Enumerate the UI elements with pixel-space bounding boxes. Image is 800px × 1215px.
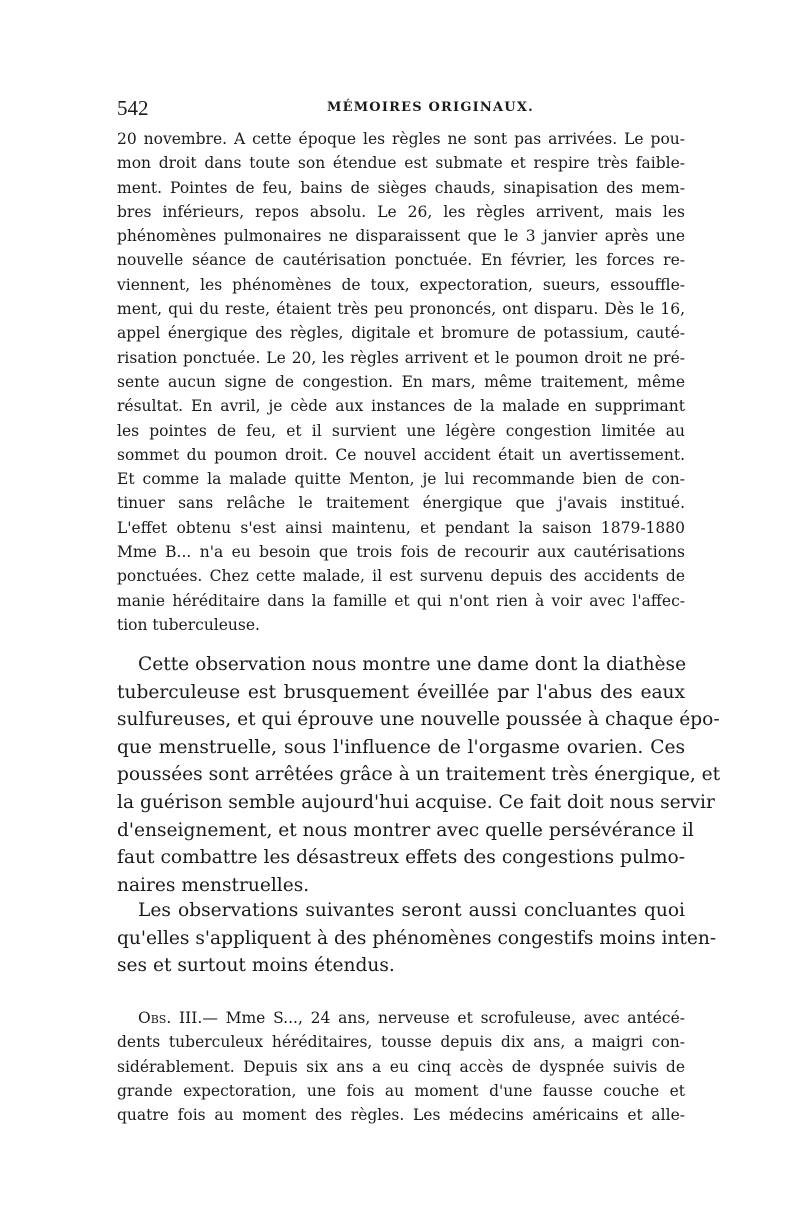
text-line: sente aucun signe de congestion. En mars, même traitement, même bbox=[117, 372, 685, 391]
text-line: résultat. En avril, je cède aux instances de la malade en supprimant bbox=[117, 397, 685, 416]
text-line: phénomènes pulmonaires ne disparaissent que le 3 janvier après une bbox=[117, 227, 685, 246]
text-line: ponctuées. Chez cette malade, il est survenu depuis des accidents de bbox=[117, 567, 685, 586]
text-line: nouvelle séance de cautérisation ponctuée. En février, les forces re- bbox=[117, 251, 685, 270]
text-line: les pointes de feu, et il survient une légère congestion limitée au bbox=[117, 421, 685, 440]
running-title: MÉMOIRES ORIGINAUX. bbox=[327, 100, 534, 115]
text-line: quatre fois au moment des règles. Les médecins américains et alle- bbox=[117, 1106, 685, 1125]
text-line: ment. Pointes de feu, bains de sièges chauds, sinapisation des mem- bbox=[117, 178, 685, 197]
text-line: Cette observation nous montre une dame dont la diathèse bbox=[138, 654, 687, 675]
page-number: 542 bbox=[117, 96, 149, 120]
text-line-rest: Mme S..., 24 ans, nerveuse et scrofuleuse, avec antécé- bbox=[217, 1009, 685, 1027]
text-line: grande expectoration, une fois au moment d'une fausse couche et bbox=[117, 1081, 685, 1100]
text-line: appel énergique des règles, digitale et bromure de potassium, cauté- bbox=[117, 324, 685, 343]
text-line: tion tuberculeuse. bbox=[117, 615, 260, 634]
text-line: Les observations suivantes seront aussi concluantes quoi bbox=[138, 900, 685, 921]
text-line: ses et surtout moins étendus. bbox=[117, 955, 395, 977]
text-line: qu'elles s'appliquent à des phénomènes congestifs moins inten- bbox=[117, 927, 717, 949]
text-line: naires menstruelles. bbox=[117, 874, 310, 896]
paragraph-case-continuation bbox=[117, 127, 685, 637]
text-line: L'effet obtenu s'est ainsi maintenu, et pendant la saison 1879-1880 bbox=[117, 518, 685, 537]
text-line: mon droit dans toute son étendue est submate et respire très faible- bbox=[117, 154, 685, 173]
text-line: que menstruelle, sous l'influence de l'orgasme ovarien. Ces bbox=[117, 736, 685, 758]
text-line: 20 novembre. A cette époque les règles ne sont pas arrivées. Le pou- bbox=[117, 130, 685, 148]
text-line: viennent, les phénomènes de toux, expectoration, sueurs, essouffle- bbox=[117, 275, 685, 294]
text-line: tuberculeuse est brusquement éveillée par l'abus des eaux bbox=[117, 681, 685, 703]
page-header bbox=[117, 96, 687, 122]
text-line: sulfureuses, et qui éprouve une nouvelle poussée à chaque épo- bbox=[117, 709, 720, 731]
text-line: sidérablement. Depuis six ans a eu cinq accès de dyspnée suivis de bbox=[117, 1057, 685, 1076]
text-line: Mme B... n'a eu besoin que trois fois de recourir aux cautérisations bbox=[117, 543, 685, 562]
text-line bbox=[117, 1006, 685, 1030]
paragraph-transition bbox=[117, 897, 717, 980]
paragraph-observation-3 bbox=[117, 1006, 685, 1127]
text-line: Et comme la malade quitte Menton, je lui recommande bien de con- bbox=[117, 470, 685, 489]
text-line: ment, qui du reste, étaient très peu prononcés, ont disparu. Dès le 16, bbox=[117, 300, 685, 319]
text-line: poussées sont arrêtées grâce à un traitement très énergique, et bbox=[117, 764, 721, 786]
text-line: la guérison semble aujourd'hui acquise. Ce fait doit nous servir bbox=[117, 791, 715, 813]
paragraph-commentary bbox=[117, 651, 721, 899]
text-line: manie héréditaire dans la famille et qui n'ont rien à voir avec l'affec- bbox=[117, 591, 685, 610]
text-line: dents tuberculeux héréditaires, tousse depuis dix ans, a maigri con- bbox=[117, 1033, 685, 1052]
text-line: risation ponctuée. Le 20, les règles arrivent et le poumon droit ne pré- bbox=[117, 348, 685, 367]
observation-label: Obs. III.— bbox=[138, 1009, 218, 1027]
text-line: d'enseignement, et nous montrer avec quelle persévérance il bbox=[117, 819, 694, 841]
text-line: tinuer sans relâche le traitement énergique que j'avais institué. bbox=[117, 494, 685, 513]
text-line: sommet du poumon droit. Ce nouvel accident était un avertissement. bbox=[117, 445, 685, 464]
text-line: bres inférieurs, repos absolu. Le 26, les règles arrivent, mais les bbox=[117, 202, 685, 221]
text-line: faut combattre les désastreux effets des congestions pulmo- bbox=[117, 847, 685, 869]
